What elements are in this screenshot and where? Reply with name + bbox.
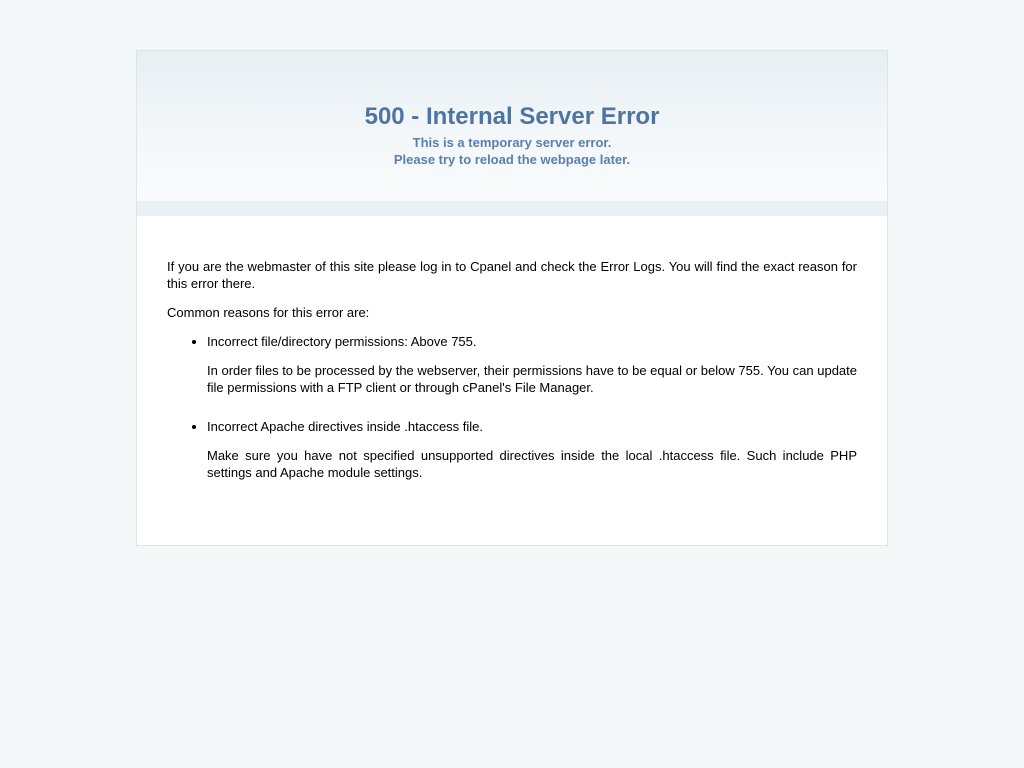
reasons-list xyxy=(167,333,857,481)
error-subtitle xyxy=(137,134,887,168)
reason-title: • Incorrect file/directory permissions: Above 755. xyxy=(207,334,477,349)
error-subtitle-line-2: Please try to reload the webpage later. xyxy=(393,152,631,167)
error-subtitle-line-1: This is a temporary server error. xyxy=(412,135,612,150)
reason-title: • Incorrect Apache directives inside .htaccess file. xyxy=(207,419,484,434)
reasons-heading: Common reasons for this error are: xyxy=(167,305,370,320)
error-title: 500 - Internal Server Error xyxy=(364,103,660,130)
reason-detail: In order files to be processed by the webserver, their permissions have to be equal or below 755. You can update file permissions with a FTP client or through cPanel's File Manager. xyxy=(207,363,857,395)
list-item xyxy=(207,418,857,481)
header-divider-band xyxy=(137,201,887,216)
intro-paragraph: If you are the webmaster of this site please log in to Cpanel and check the Error Logs. You will find the exact reason for this error there. xyxy=(167,259,857,291)
reason-detail: Make sure you have not specified unsupported directives inside the local .htaccess file. Such include PHP settings and Apache module settings. xyxy=(207,448,857,480)
error-header xyxy=(137,51,887,201)
error-body xyxy=(137,216,887,481)
list-item xyxy=(207,333,857,396)
error-panel xyxy=(136,50,888,546)
